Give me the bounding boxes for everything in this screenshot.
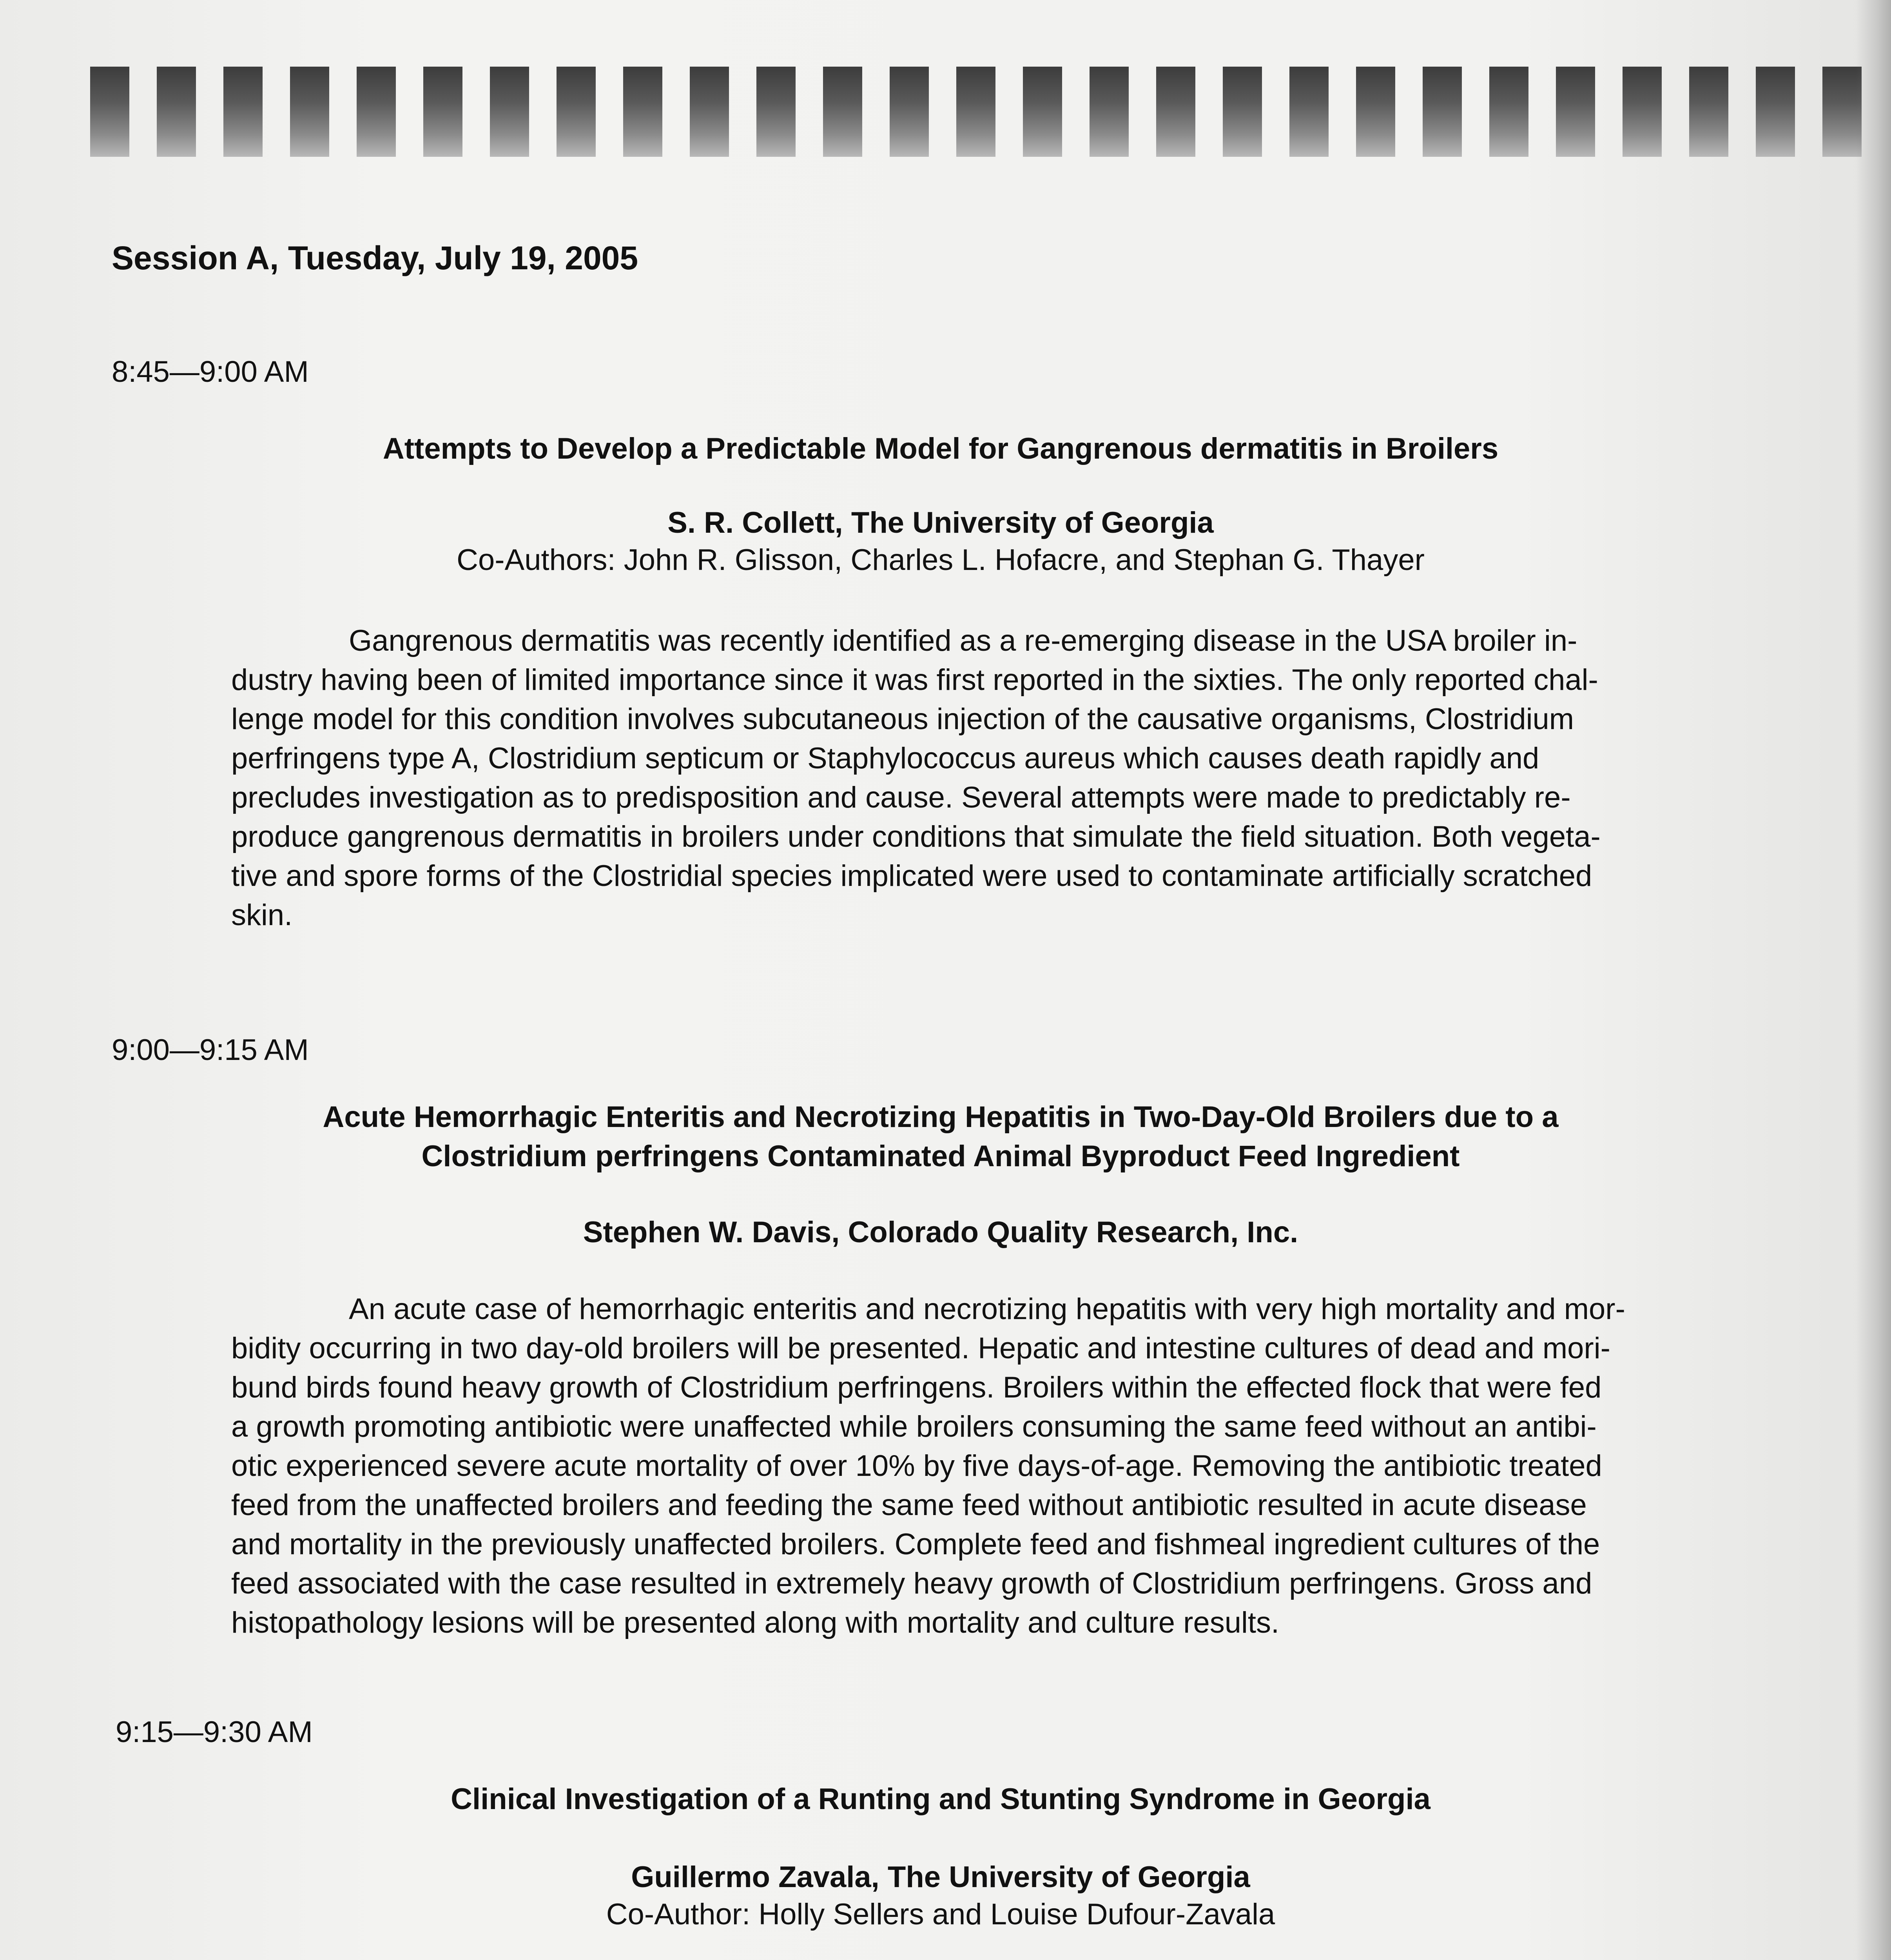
abstract-line: Gangrenous dermatitis was recently identified as a re-emerging disease in the USA broiler in-: [349, 624, 1577, 657]
abstract-line: and mortality in the previously unaffected broilers. Complete feed and fishmeal ingredient cultures of the: [231, 1528, 1600, 1561]
talk-coauthors: Co-Authors: John R. Glisson, Charles L. Hofacre, and Stephan G. Thayer: [457, 543, 1425, 577]
abstract-line: tive and spore forms of the Clostridial species implicated were used to contaminate artificially scratched: [231, 859, 1592, 893]
talk-author: Guillermo Zavala, The University of Georgia: [631, 1860, 1250, 1894]
talk-title: [196, 429, 1685, 468]
talk-time: 8:45—9:00 AM: [112, 355, 309, 388]
talk-title-line: Acute Hemorrhagic Enteritis and Necrotizing Hepatitis in Two-Day-Old Broilers due to a: [323, 1100, 1559, 1134]
spiral-binding-holes: [90, 67, 1891, 161]
talk-title: [196, 1780, 1685, 1819]
talk-abstract: [231, 1290, 1756, 1642]
talk-title-line: Clostridium perfringens Contaminated Animal Byproduct Feed Ingredient: [421, 1140, 1460, 1173]
abstract-line: skin.: [231, 898, 293, 932]
abstract-line: An acute case of hemorrhagic enteritis and necrotizing hepatitis with very high mortality and mor-: [349, 1292, 1625, 1326]
talk-time: 9:15—9:30 AM: [116, 1715, 313, 1749]
abstract-line: bund birds found heavy growth of Clostridium perfringens. Broilers within the effected flock that were fed: [231, 1371, 1602, 1404]
talk-title-line: Attempts to Develop a Predictable Model for Gangrenous dermatitis in Broilers: [383, 432, 1499, 465]
abstract-line: perfringens type A, Clostridium septicum or Staphylococcus aureus which causes death rapidly and: [231, 742, 1539, 775]
abstract-line: feed from the unaffected broilers and feeding the same feed without antibiotic resulted in acute disease: [231, 1488, 1587, 1522]
page-edge-shadow: [1856, 0, 1891, 1960]
abstract-line: dustry having been of limited importance since it was first reported in the sixties. The only reported chal-: [231, 663, 1598, 697]
talk-coauthors: Co-Author: Holly Sellers and Louise Dufour-Zavala: [606, 1898, 1275, 1931]
talk-title: [196, 1098, 1685, 1176]
talk-title-line: Clinical Investigation of a Runting and Stunting Syndrome in Georgia: [451, 1782, 1430, 1816]
abstract-line: feed associated with the case resulted in extremely heavy growth of Clostridium perfringens. Gross and: [231, 1567, 1592, 1600]
abstract-line: otic experienced severe acute mortality of over 10% by five days-of-age. Removing the antibiotic treated: [231, 1449, 1602, 1483]
talk-author: Stephen W. Davis, Colorado Quality Research, Inc.: [583, 1216, 1298, 1249]
talk-author: S. R. Collett, The University of Georgia: [667, 506, 1214, 539]
talk-abstract: [231, 621, 1756, 935]
session-header: Session A, Tuesday, July 19, 2005: [112, 240, 638, 276]
abstract-line: precludes investigation as to predisposition and cause. Several attempts were made to predictably re-: [231, 781, 1571, 814]
abstract-line: histopathology lesions will be presented along with mortality and culture results.: [231, 1606, 1280, 1639]
abstract-line: a growth promoting antibiotic were unaffected while broilers consuming the same feed without an antibi-: [231, 1410, 1597, 1443]
abstract-line: bidity occurring in two day-old broilers will be presented. Hepatic and intestine cultures of dead and mori-: [231, 1332, 1610, 1365]
abstract-line: lenge model for this condition involves subcutaneous injection of the causative organisms, Clostridium: [231, 702, 1574, 736]
talk-time: 9:00—9:15 AM: [112, 1033, 309, 1067]
abstract-line: produce gangrenous dermatitis in broilers under conditions that simulate the field situation. Both vegeta-: [231, 820, 1601, 853]
